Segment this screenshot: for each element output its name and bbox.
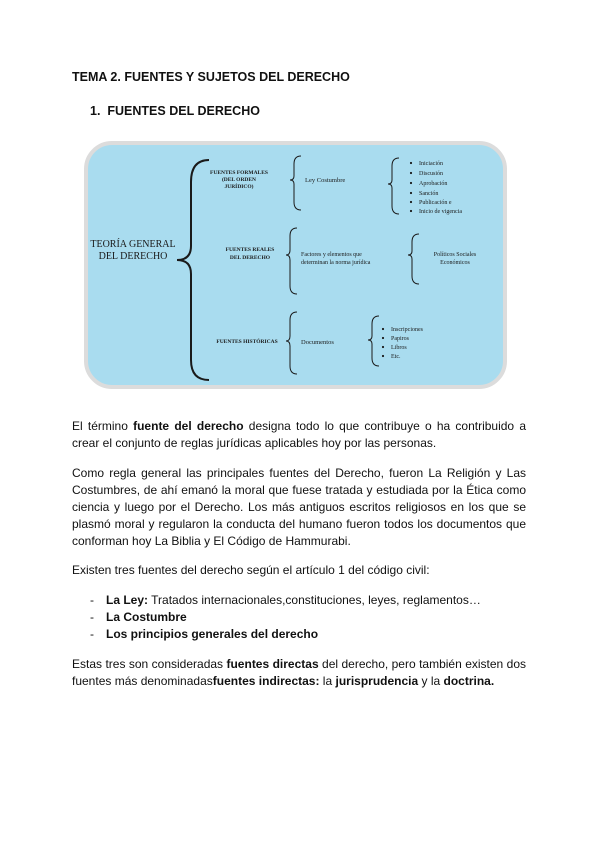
branch1-bullet <box>410 182 412 184</box>
fuentes-del-derecho-diagram <box>83 140 508 390</box>
p4-text: Estas tres son consideradas <box>72 657 227 671</box>
p4-text: y la <box>418 674 444 688</box>
paragraph-history: Como regla general las principales fuentes del Derecho, fueron La Religión y Las Costumbres, de ahí emanó la moral que fuese tratada y estudiada por la Ética como ciencia y luego por el Derecho. Los más antiguos escritos religiosos en los que se plasmó moral y regularon la conducta del humano fueron todos los documentos que conforman hoy La Biblia y El Código de Hammurabi. <box>72 466 526 548</box>
branch1-bullet <box>410 201 412 203</box>
p1-text: El término <box>72 419 134 433</box>
p4-bold: fuentes directas <box>226 657 319 671</box>
list-item <box>90 626 481 643</box>
branch1-item: Inicio de vigencia <box>419 209 462 215</box>
branch2-label-line2: DEL DERECHO <box>229 255 271 261</box>
paragraph-conclusion <box>72 656 526 690</box>
p1-bold-term: fuente del derecho <box>133 419 244 433</box>
branch1-bullet <box>410 210 412 212</box>
p4-text: la <box>319 674 336 688</box>
branch1-item: Sanción <box>419 191 439 197</box>
p4-bold: doctrina. <box>443 674 495 688</box>
section-heading <box>90 104 260 118</box>
p1-text: designa todo lo que contribuye o ha contribuido a crear el conjunto de reglas jurídicas aplicables hoy por las personas. <box>72 419 526 450</box>
p4-bold: jurisprudencia <box>335 674 419 688</box>
branch3-item: Etc. <box>391 354 401 360</box>
branch1-bullet <box>410 192 412 194</box>
branch1-label-line2: (DEL ORDEN <box>221 177 257 183</box>
branch2-content-line2: determinan la norma jurídica <box>301 260 371 266</box>
list-item <box>90 609 481 626</box>
branch1-item: Discusión <box>419 171 443 177</box>
branch1-item: Publicación e <box>419 200 452 206</box>
branch2-item: Políticos Sociales <box>433 252 477 258</box>
branch3-item: Inscripciones <box>391 327 423 333</box>
list-item-bold: Los principios generales del derecho <box>106 627 319 641</box>
branch1-label-line1: FUENTES FORMALES <box>210 170 268 176</box>
section-number: 1. <box>90 104 101 118</box>
branch3-bullet <box>382 346 384 348</box>
fuentes-list <box>90 592 481 643</box>
p4-bold: fuentes indirectas: <box>212 674 320 688</box>
branch3-bullet <box>382 337 384 339</box>
branch1-item: Iniciación <box>419 161 443 167</box>
branch3-bullet <box>382 355 384 357</box>
branch3-content: Documentos <box>301 339 334 346</box>
list-item-rest: Tratados internacionales,constituciones, leyes, reglamentos… <box>148 593 481 607</box>
list-dash: - <box>90 627 94 641</box>
branch1-bullet <box>410 172 412 174</box>
list-dash: - <box>90 593 94 607</box>
branch1-item: Aprobación <box>419 181 448 187</box>
p4-text: del derecho, pero también existen dos fuentes más denominadas <box>72 657 527 688</box>
list-dash: - <box>90 610 94 624</box>
section-title: FUENTES DEL DERECHO <box>107 104 260 118</box>
branch2-item: Económicos <box>440 260 470 266</box>
branch3-label-line1: FUENTES HISTÓRICAS <box>216 339 278 345</box>
root-label-line1: TEORÍA GENERAL <box>90 239 176 250</box>
branch2-label-line1: FUENTES REALES <box>225 247 275 253</box>
paragraph-definition <box>72 418 526 452</box>
paragraph-intro-list: Existen tres fuentes del derecho según el artículo 1 del código civil: <box>72 563 430 577</box>
branch1-label-line3: JURÍDICO) <box>224 184 254 190</box>
list-item-bold: La Ley: <box>106 593 149 607</box>
branch3-item: Papiros <box>391 336 409 342</box>
branch1-content: Ley Costumbre <box>305 177 346 184</box>
list-item <box>90 592 481 609</box>
root-label-line2: DEL DERECHO <box>98 251 168 262</box>
document-title: TEMA 2. FUENTES Y SUJETOS DEL DERECHO <box>72 70 350 84</box>
branch2-content-line1: Factores y elementos que <box>301 252 362 258</box>
branch3-item: Libros <box>391 345 407 351</box>
list-item-bold: La Costumbre <box>106 610 187 624</box>
branch1-bullet <box>410 162 412 164</box>
branch3-bullet <box>382 328 384 330</box>
